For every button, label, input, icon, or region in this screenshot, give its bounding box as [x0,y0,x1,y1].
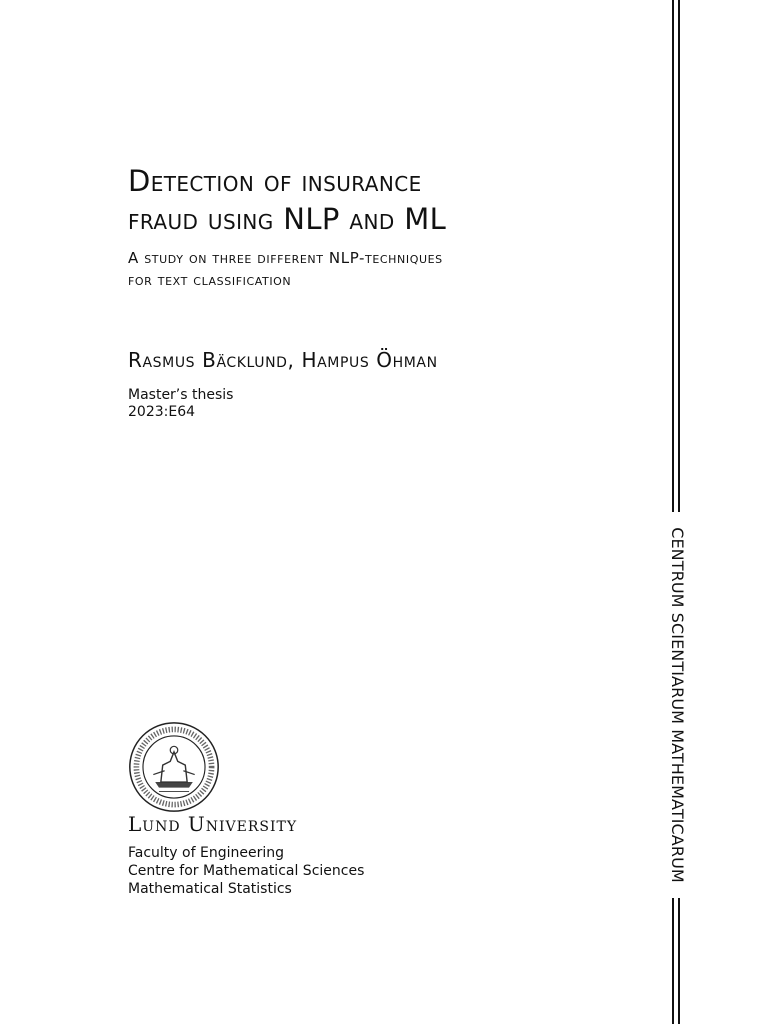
thesis-info [128,387,233,421]
thesis-subtitle-line-2: for text classification [128,271,292,289]
faculty-line-3: Mathematical Statistics [128,881,292,897]
thesis-title [128,162,628,238]
authors: Rasmus Bäcklund, Hampus Öhman [128,348,438,372]
side-label: CENTRUM SCIENTIARUM MATHEMATICARUM [668,527,687,883]
thesis-subtitle [128,247,628,291]
thesis-number: 2023:E64 [128,404,196,420]
lund-university-seal-icon [127,720,221,814]
thesis-type: Master’s thesis [128,387,234,403]
faculty-line-2: Centre for Mathematical Sciences [128,863,365,879]
university-name: Lund University [128,812,298,836]
thesis-subtitle-line-1: A study on three different NLP-techniques [128,249,443,267]
faculty-line-1: Faculty of Engineering [128,845,284,861]
thesis-title-line-2: fraud using NLP and ML [128,202,447,236]
thesis-title-line-1: Detection of insurance [128,164,422,198]
faculty-info [128,844,364,898]
